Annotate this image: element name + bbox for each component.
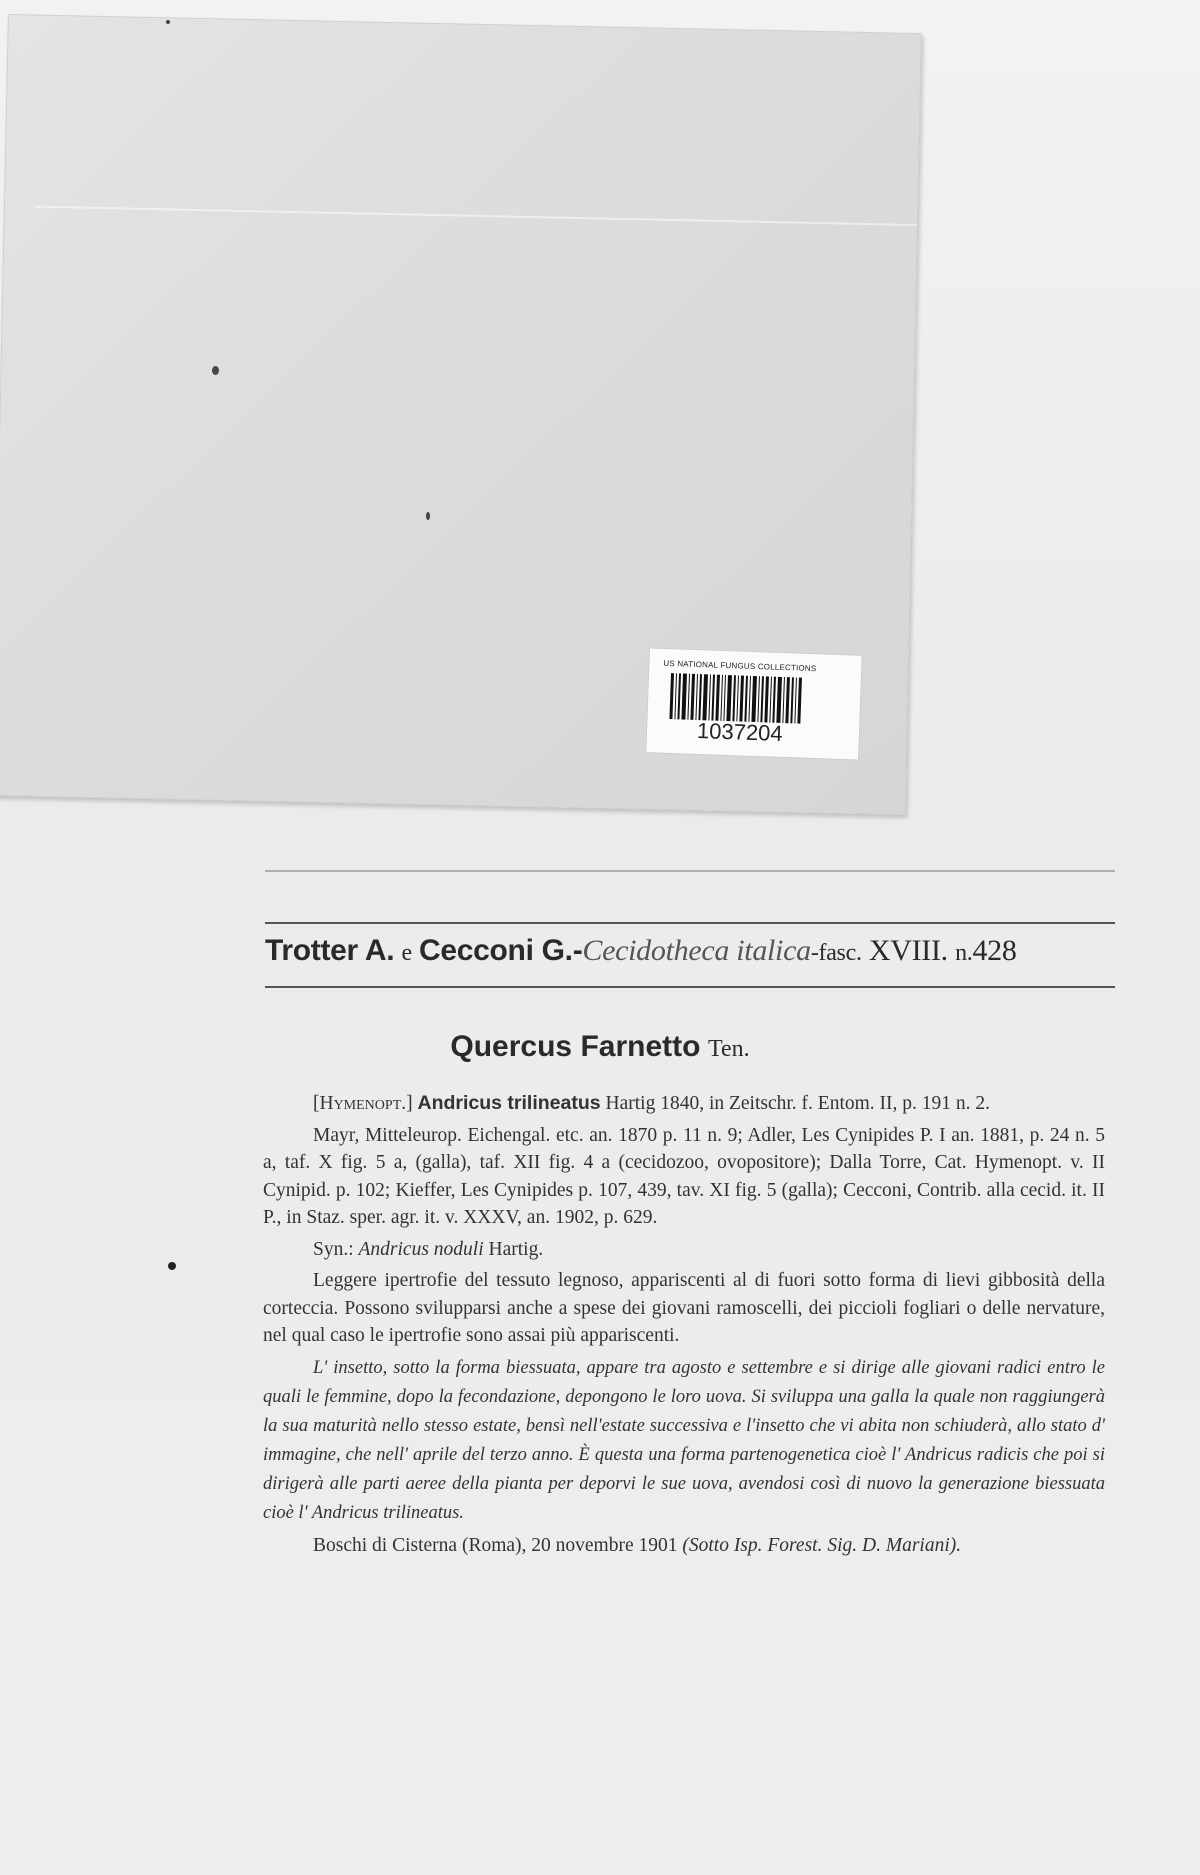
- header-conj: e: [401, 940, 412, 966]
- entry-description: Leggere ipertrofie del tessuto legnoso, appariscenti al di fuori sotto forma di lievi gibbosità della corteccia. Possono svilupparsi anche a spese dei giovani ramoscelli, dei piccioli fogliari o delle nervature, nel qual caso le ipertrofie sono assai più appariscenti.: [263, 1270, 1105, 1346]
- entry-biology: L' insetto, sotto la forma biessuata, appare tra agosto e settembre e si dirige alle giovani radici entro le quali le femmine, dopo la fecondazione, depongono le loro uova. Si sviluppa una galla la quale non raggiungerà la sua maturità nello stesso estate, bensì nell'estate successiva e l'insetto che vi abita non schiuderà, allo stato d' immagine, che nell' aprile del terzo anno. È questa una forma partenogenetica cioè l' Andricus radicis che poi si dirigerà alle parti aeree della pianta per deporvi le sue uova, avendosi così di nuovo la generazione biessuata cioè l' Andricus trilineatus.: [263, 1357, 1105, 1523]
- entry-locality-paragraph: [263, 1532, 1105, 1560]
- host-species: [0, 1030, 1200, 1064]
- entry-synonym: [263, 1236, 1105, 1264]
- header-authors-1: Trotter A.: [265, 934, 395, 967]
- label-body: [263, 1090, 1105, 1563]
- entry-citation: Hartig 1840, in Zeitschr. f. Entom. II, p. 191 n. 2.: [605, 1093, 991, 1114]
- series-header: [265, 934, 1125, 968]
- header-authors-2: Cecconi G.-: [419, 934, 583, 967]
- header-fasc-label: -fasc.: [810, 940, 862, 966]
- entry-references: Mayr, Mitteleurop. Eichengal. etc. an. 1870 p. 11 n. 9; Adler, Les Cynipides P. I an. 1881, p. 24 n. 5 a, taf. X fig. 5 a, (galla), taf. XII fig. 4 a (cecidozoo, ovopositore); Dalla Torre, Cat. Hymenopt. v. II Cynipid. p. 102; Kieffer, Les Cynipides p. 107, 439, tav. XI fig. 5 (galla); Cecconi, Contrib. alla cecid. it. II P., in Staz. sper. agr. it. v. XXXV, an. 1902, p. 629.: [263, 1124, 1105, 1228]
- entry-gall-name: Andricus trilineatus: [417, 1092, 601, 1114]
- header-rule-bottom: [265, 986, 1115, 988]
- entry-collector: (Sotto Isp. Forest. Sig. D. Mariani).: [682, 1534, 962, 1556]
- synonym-author: Hartig.: [488, 1238, 544, 1260]
- barcode-number: 1037204: [696, 718, 784, 747]
- header-rule-top: [265, 922, 1115, 924]
- synonym-name: Andricus noduli: [358, 1238, 484, 1260]
- header-rule-faint: [265, 870, 1115, 872]
- entry-title-paragraph: [263, 1090, 1105, 1118]
- punch-mark: [168, 1262, 176, 1270]
- entry-order: [Hymenopt.]: [313, 1093, 413, 1114]
- host-species-name: Quercus Farnetto: [450, 1030, 701, 1063]
- barcode-bars: [669, 673, 839, 725]
- header-n-label: n.: [955, 940, 973, 966]
- entry-locality: Boschi di Cisterna (Roma), 20 novembre 1901: [313, 1534, 678, 1556]
- header-n-number: 428: [972, 934, 1017, 967]
- barcode-institution: US NATIONAL FUNGUS COLLECTIONS: [663, 658, 817, 674]
- barcode-label: [646, 648, 862, 759]
- specimen-fragment: [166, 20, 170, 24]
- specimen-fragment: [426, 512, 430, 520]
- synonym-label: Syn.:: [313, 1238, 354, 1260]
- header-fasc-number: XVIII.: [868, 934, 948, 967]
- envelope-fold: [35, 206, 917, 226]
- header-work-title: Cecidotheca italica: [582, 934, 811, 967]
- specimen-fragment: [212, 366, 219, 375]
- host-species-authority: Ten.: [707, 1036, 750, 1062]
